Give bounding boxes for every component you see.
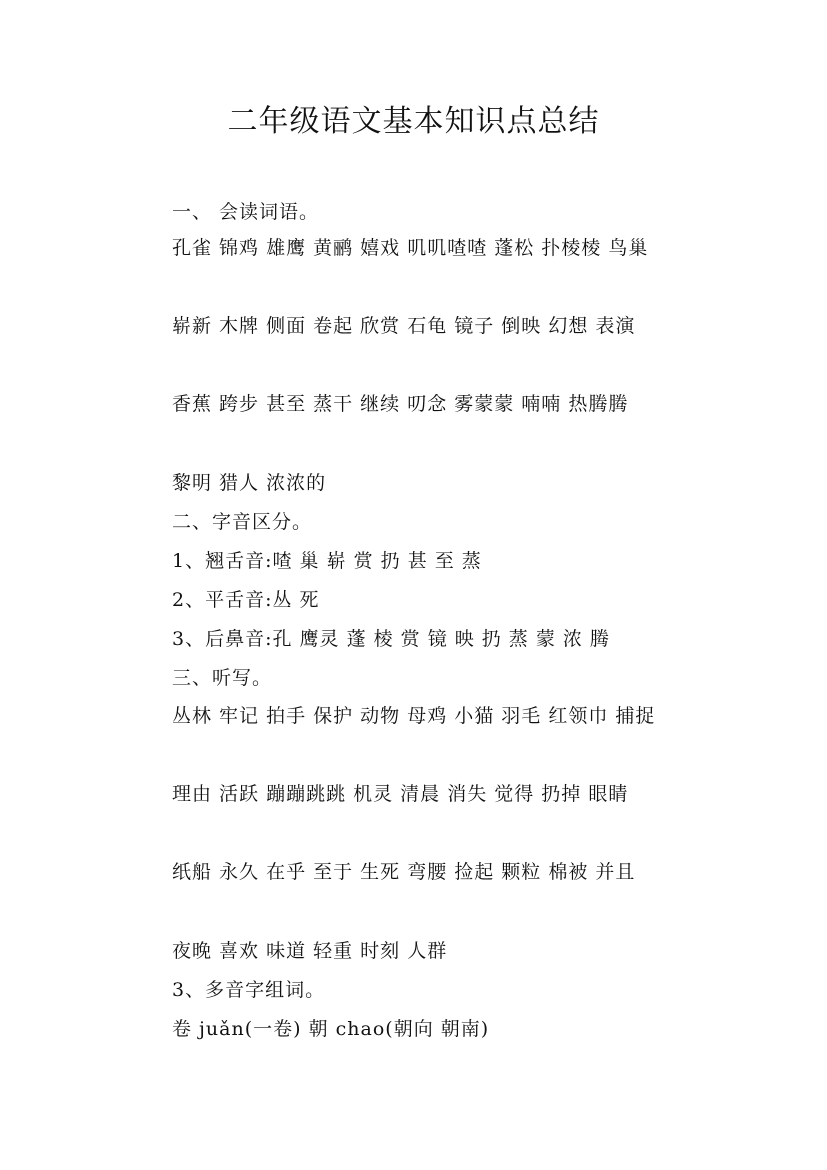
word-row: 黎明 猎人 浓浓的 bbox=[172, 472, 327, 494]
section-heading-pronunciation: 二、字音区分。 bbox=[172, 511, 313, 533]
word-row: 香蕉 跨步 甚至 蒸干 继续 叨念 雾蒙蒙 喃喃 热腾腾 bbox=[172, 393, 629, 415]
dictation-row: 理由 活跃 蹦蹦跳跳 机灵 清晨 消失 觉得 扔掉 眼睛 bbox=[172, 783, 629, 805]
dictation-row: 夜晚 喜欢 味道 轻重 时刻 人群 bbox=[172, 940, 448, 962]
retroflex-line: 1、翘舌音:喳 巢 崭 赏 扔 甚 至 蒸 bbox=[172, 550, 482, 572]
word-row: 崭新 木牌 侧面 卷起 欣赏 石龟 镜子 倒映 幻想 表演 bbox=[172, 315, 636, 337]
section-heading-read-words: 一、 会读词语。 bbox=[172, 201, 320, 223]
back-nasal-line: 3、后鼻音:孔 鹰灵 蓬 棱 赏 镜 映 扔 蒸 蒙 浓 腾 bbox=[172, 628, 610, 650]
section-heading-dictation: 三、听写。 bbox=[172, 667, 273, 689]
word-row: 孔雀 锦鸡 雄鹰 黄鹂 嬉戏 叽叽喳喳 蓬松 扑棱棱 鸟巢 bbox=[172, 237, 649, 259]
flat-tongue-line: 2、平舌音:丛 死 bbox=[172, 589, 320, 611]
document-title: 二年级语文基本知识点总结 bbox=[227, 104, 600, 139]
section-heading-polyphone: 3、多音字组词。 bbox=[172, 979, 326, 1001]
polyphone-example: 卷 juǎn(一卷) 朝 chao(朝向 朝南) bbox=[172, 1018, 490, 1040]
dictation-row: 纸船 永久 在乎 至于 生死 弯腰 捡起 颗粒 棉被 并且 bbox=[172, 861, 636, 883]
dictation-row: 丛林 牢记 拍手 保护 动物 母鸡 小猫 羽毛 红领巾 捕捉 bbox=[172, 705, 656, 727]
